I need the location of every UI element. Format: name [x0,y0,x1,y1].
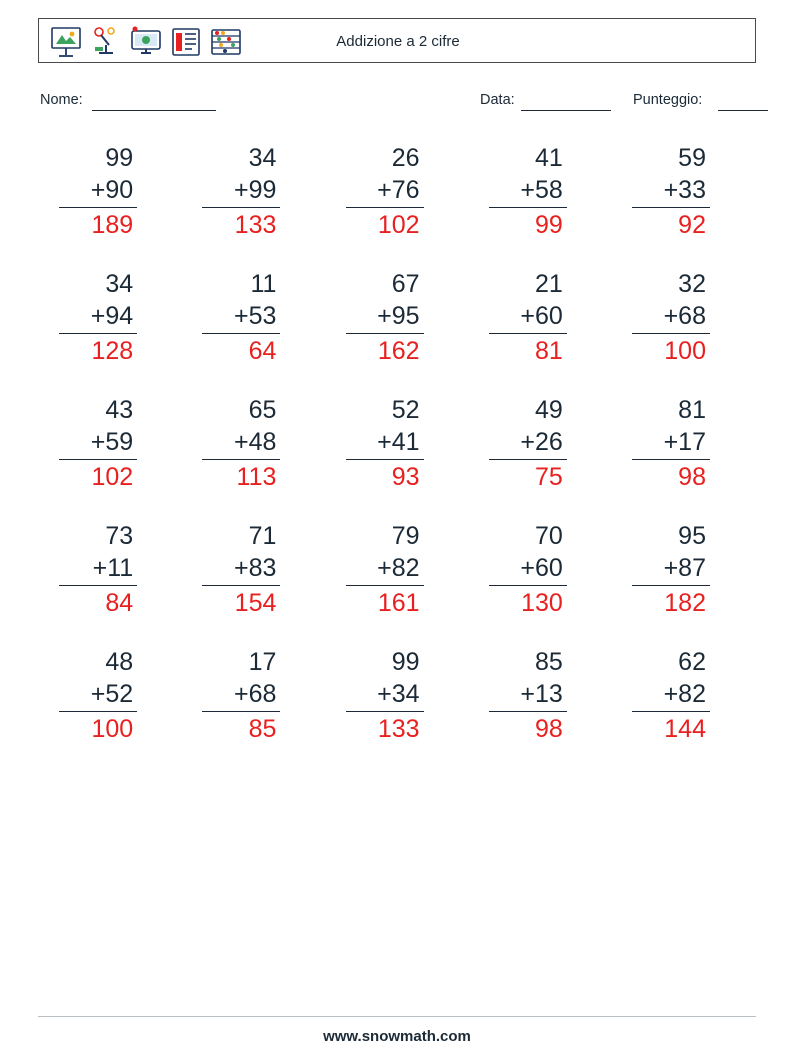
addend-bottom: +58 [489,174,567,208]
answer: 64 [248,337,277,365]
problem-item [326,268,469,394]
date-input-line[interactable] [521,110,611,111]
problem-item [40,520,183,646]
answer: 98 [678,463,706,491]
answer: 99 [534,211,563,239]
addend-bottom: +94 [59,300,137,334]
addend-top: 21 [534,270,563,298]
answer: 133 [377,715,420,743]
problem-item [613,520,756,646]
answer: 93 [391,463,420,491]
addend-top: 71 [248,522,277,550]
addend-bottom: +52 [59,678,137,712]
addend-top: 48 [105,648,134,676]
addend-top: 70 [534,522,563,550]
addend-top: 34 [105,270,134,298]
problem-item [613,142,756,268]
name-label: Nome: [40,92,83,108]
answer: 92 [678,211,706,239]
addend-top: 85 [534,648,563,676]
addend-bottom: +48 [202,426,280,460]
addend-top: 99 [105,144,134,172]
addend-bottom: +68 [202,678,280,712]
addend-top: 11 [250,270,277,298]
addend-bottom: +53 [202,300,280,334]
problem-item [40,646,183,772]
problem-item [326,394,469,520]
score-input-line[interactable] [718,110,768,111]
addend-top: 99 [391,648,420,676]
problem-item [40,142,183,268]
addend-bottom: +82 [632,678,710,712]
addend-top: 43 [105,396,134,424]
addend-top: 79 [391,522,420,550]
addend-top: 65 [248,396,277,424]
problem-item [470,646,613,772]
date-label: Data: [480,92,515,108]
addend-bottom: +17 [632,426,710,460]
problem-item [326,142,469,268]
addend-top: 26 [391,144,420,172]
answer: 144 [664,715,706,743]
problem-item [613,394,756,520]
problem-item [470,520,613,646]
addend-bottom: +60 [489,552,567,586]
answer: 161 [377,589,420,617]
addend-bottom: +26 [489,426,567,460]
addend-bottom: +95 [346,300,424,334]
answer: 182 [664,589,706,617]
addend-top: 49 [534,396,563,424]
problem-item [326,520,469,646]
problem-item [613,268,756,394]
addend-top: 41 [534,144,563,172]
answer: 100 [664,337,706,365]
problem-item [470,268,613,394]
answer: 84 [105,589,134,617]
answer: 128 [91,337,134,365]
problems-grid [40,142,756,772]
answer: 102 [377,211,420,239]
addend-bottom: +87 [632,552,710,586]
worksheet-header [38,18,756,63]
problem-item [40,394,183,520]
answer: 98 [534,715,563,743]
answer: 81 [534,337,563,365]
addend-top: 73 [105,522,134,550]
addend-top: 67 [391,270,420,298]
name-input-line[interactable] [92,110,216,111]
answer: 162 [377,337,420,365]
problem-item [183,520,326,646]
addend-bottom: +68 [632,300,710,334]
answer: 113 [236,463,277,491]
answer: 130 [521,589,563,617]
worksheet-title: Addizione a 2 cifre [336,33,460,50]
addend-bottom: +60 [489,300,567,334]
addend-top: 34 [248,144,277,172]
answer: 102 [91,463,134,491]
addend-bottom: +41 [346,426,424,460]
addend-bottom: +13 [489,678,567,712]
footer-divider [38,1016,756,1017]
answer: 189 [91,211,134,239]
addend-top: 95 [678,522,706,550]
addend-bottom: +76 [346,174,424,208]
footer-site-url[interactable]: www.snowmath.com [323,1028,471,1045]
problem-item [470,142,613,268]
addend-bottom: +82 [346,552,424,586]
addend-top: 59 [678,144,706,172]
score-label: Punteggio: [633,92,703,108]
answer: 75 [534,463,563,491]
answer: 154 [234,589,277,617]
addend-bottom: +11 [59,552,137,586]
problem-item [40,268,183,394]
addend-bottom: +83 [202,552,280,586]
addend-bottom: +33 [632,174,710,208]
answer: 100 [91,715,134,743]
addend-top: 32 [678,270,706,298]
problem-item [183,268,326,394]
addend-bottom: +99 [202,174,280,208]
addend-top: 81 [678,396,706,424]
problem-item [183,646,326,772]
addend-top: 17 [248,648,277,676]
problem-item [470,394,613,520]
addend-bottom: +34 [346,678,424,712]
answer: 133 [234,211,277,239]
meta-row [0,92,794,114]
answer: 85 [248,715,277,743]
addend-top: 52 [391,396,420,424]
addend-bottom: +90 [59,174,137,208]
addend-top: 62 [678,648,706,676]
problem-item [326,646,469,772]
addend-bottom: +59 [59,426,137,460]
problem-item [183,394,326,520]
problem-item [613,646,756,772]
problem-item [183,142,326,268]
